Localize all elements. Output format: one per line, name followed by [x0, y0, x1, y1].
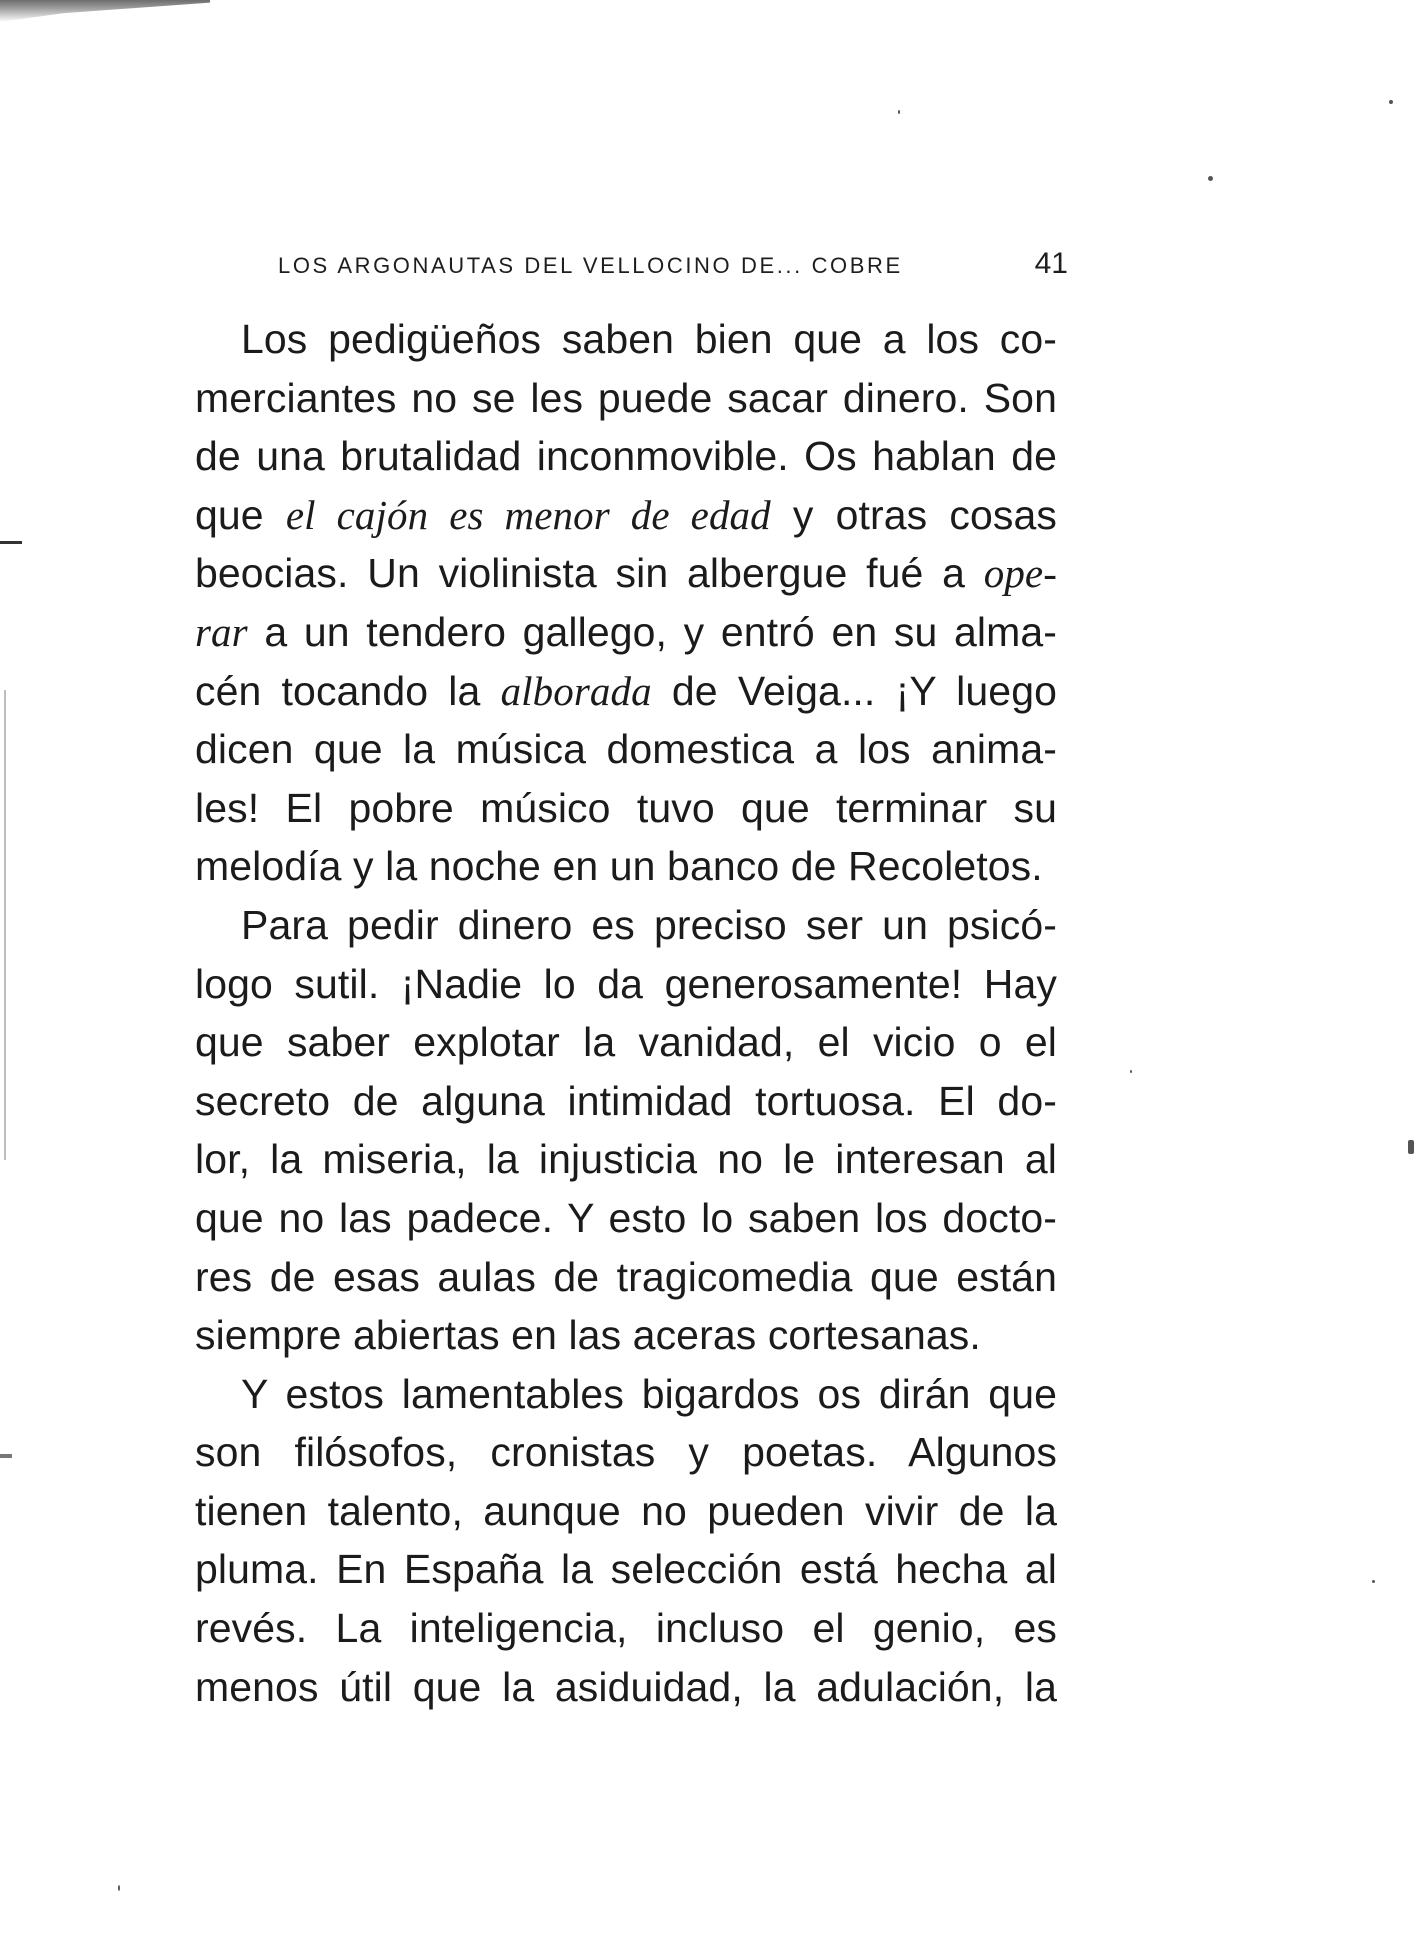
text-run: melodía y la noche en un banco de Recoletos.: [195, 843, 1043, 890]
text-line: [195, 1189, 1057, 1248]
text-run: Los pedigüeños saben bien que a los co-: [241, 316, 1057, 362]
text-run: y otras cosas: [770, 491, 1057, 538]
text-line: [195, 837, 1057, 896]
italic-text: el cajón es menor de edad: [285, 491, 771, 538]
scan-speck: [898, 110, 900, 114]
text-run: pluma. En España la selección está hecha al: [195, 1546, 1057, 1593]
text-run: que no las padece. Y esto lo saben los docto-: [195, 1194, 1057, 1241]
italic-text: alborada: [500, 667, 652, 714]
text-line: [195, 1306, 1057, 1365]
text-line: [195, 1599, 1057, 1658]
text-line: [195, 955, 1057, 1014]
scan-speck: [118, 1885, 120, 1891]
text-run: Para pedir dinero es preciso ser un psicó-: [241, 901, 1057, 948]
text-run: beocias. Un violinista sin albergue fué a: [195, 550, 984, 597]
text-run: siempre abiertas en las aceras cortesanas.: [195, 1312, 981, 1359]
text-run: secreto de alguna intimidad tortuosa. El do-: [195, 1077, 1057, 1124]
text-run: de Veiga... ¡Y luego: [651, 667, 1057, 714]
text-line: [195, 544, 1057, 603]
text-line: [195, 427, 1057, 486]
text-line: [195, 1365, 1057, 1424]
text-run: res de esas aulas de tragicomedia que están: [195, 1253, 1057, 1300]
text-line: [195, 1423, 1057, 1482]
text-run: cén tocando la: [195, 667, 501, 714]
text-line: [195, 662, 1057, 721]
text-line: [195, 310, 1057, 369]
scan-edge-mark: [0, 1454, 12, 1458]
text-run: que saber explotar la vanidad, el vicio o el: [195, 1019, 1057, 1066]
text-line: [195, 779, 1057, 838]
running-title: LOS ARGONAUTAS DEL VELLOCINO DE... COBRE: [278, 253, 903, 278]
text-line: [195, 1540, 1057, 1599]
scan-edge-mark: [0, 541, 22, 544]
text-line: [195, 1658, 1057, 1717]
text-line: [195, 369, 1057, 428]
text-run: tienen talento, aunque no pueden vivir de la: [195, 1487, 1057, 1534]
running-header: [278, 247, 1068, 280]
text-run: de una brutalidad inconmovible. Os hablan de: [195, 433, 1057, 480]
text-run: que: [195, 491, 286, 538]
text-run: a un tendero gallego, y entró en su alma-: [247, 608, 1057, 655]
scan-speck: [1408, 1140, 1414, 1154]
scan-speck: [1208, 176, 1213, 181]
text-run: logo sutil. ¡Nadie lo da generosamente! Hay: [195, 960, 1057, 1007]
text-line: [195, 486, 1057, 545]
text-line: [195, 720, 1057, 779]
text-run: revés. La inteligencia, incluso el genio, es: [195, 1605, 1057, 1652]
text-run: les! El pobre músico tuvo que terminar su: [195, 784, 1057, 831]
text-line: [195, 896, 1057, 955]
text-run: son filósofos, cronistas y poetas. Algunos: [195, 1429, 1057, 1476]
body-text: [195, 310, 1057, 1716]
italic-text: ope-: [983, 550, 1057, 597]
scan-speck: [1389, 100, 1393, 104]
scan-speck: [1372, 1580, 1375, 1583]
text-run: Y estos lamentables bigardos os dirán que: [241, 1370, 1057, 1417]
text-line: [195, 1013, 1057, 1072]
text-line: [195, 1130, 1057, 1189]
scan-edge-shadow: [0, 0, 210, 22]
text-line: [195, 1072, 1057, 1131]
text-line: [195, 1248, 1057, 1307]
scan-speck: [1130, 1070, 1132, 1073]
text-line: [195, 603, 1057, 662]
text-run: dicen que la música domestica a los anima-: [195, 726, 1057, 773]
scan-edge-line: [4, 690, 6, 1160]
italic-text: rar: [195, 608, 248, 655]
text-run: menos útil que la asiduidad, la adulación, la: [195, 1663, 1057, 1710]
text-run: lor, la miseria, la injusticia no le interesan al: [195, 1136, 1057, 1183]
text-run: merciantes no se les puede sacar dinero. Son: [195, 374, 1057, 421]
text-line: [195, 1482, 1057, 1541]
page-number: 41: [1034, 247, 1068, 280]
